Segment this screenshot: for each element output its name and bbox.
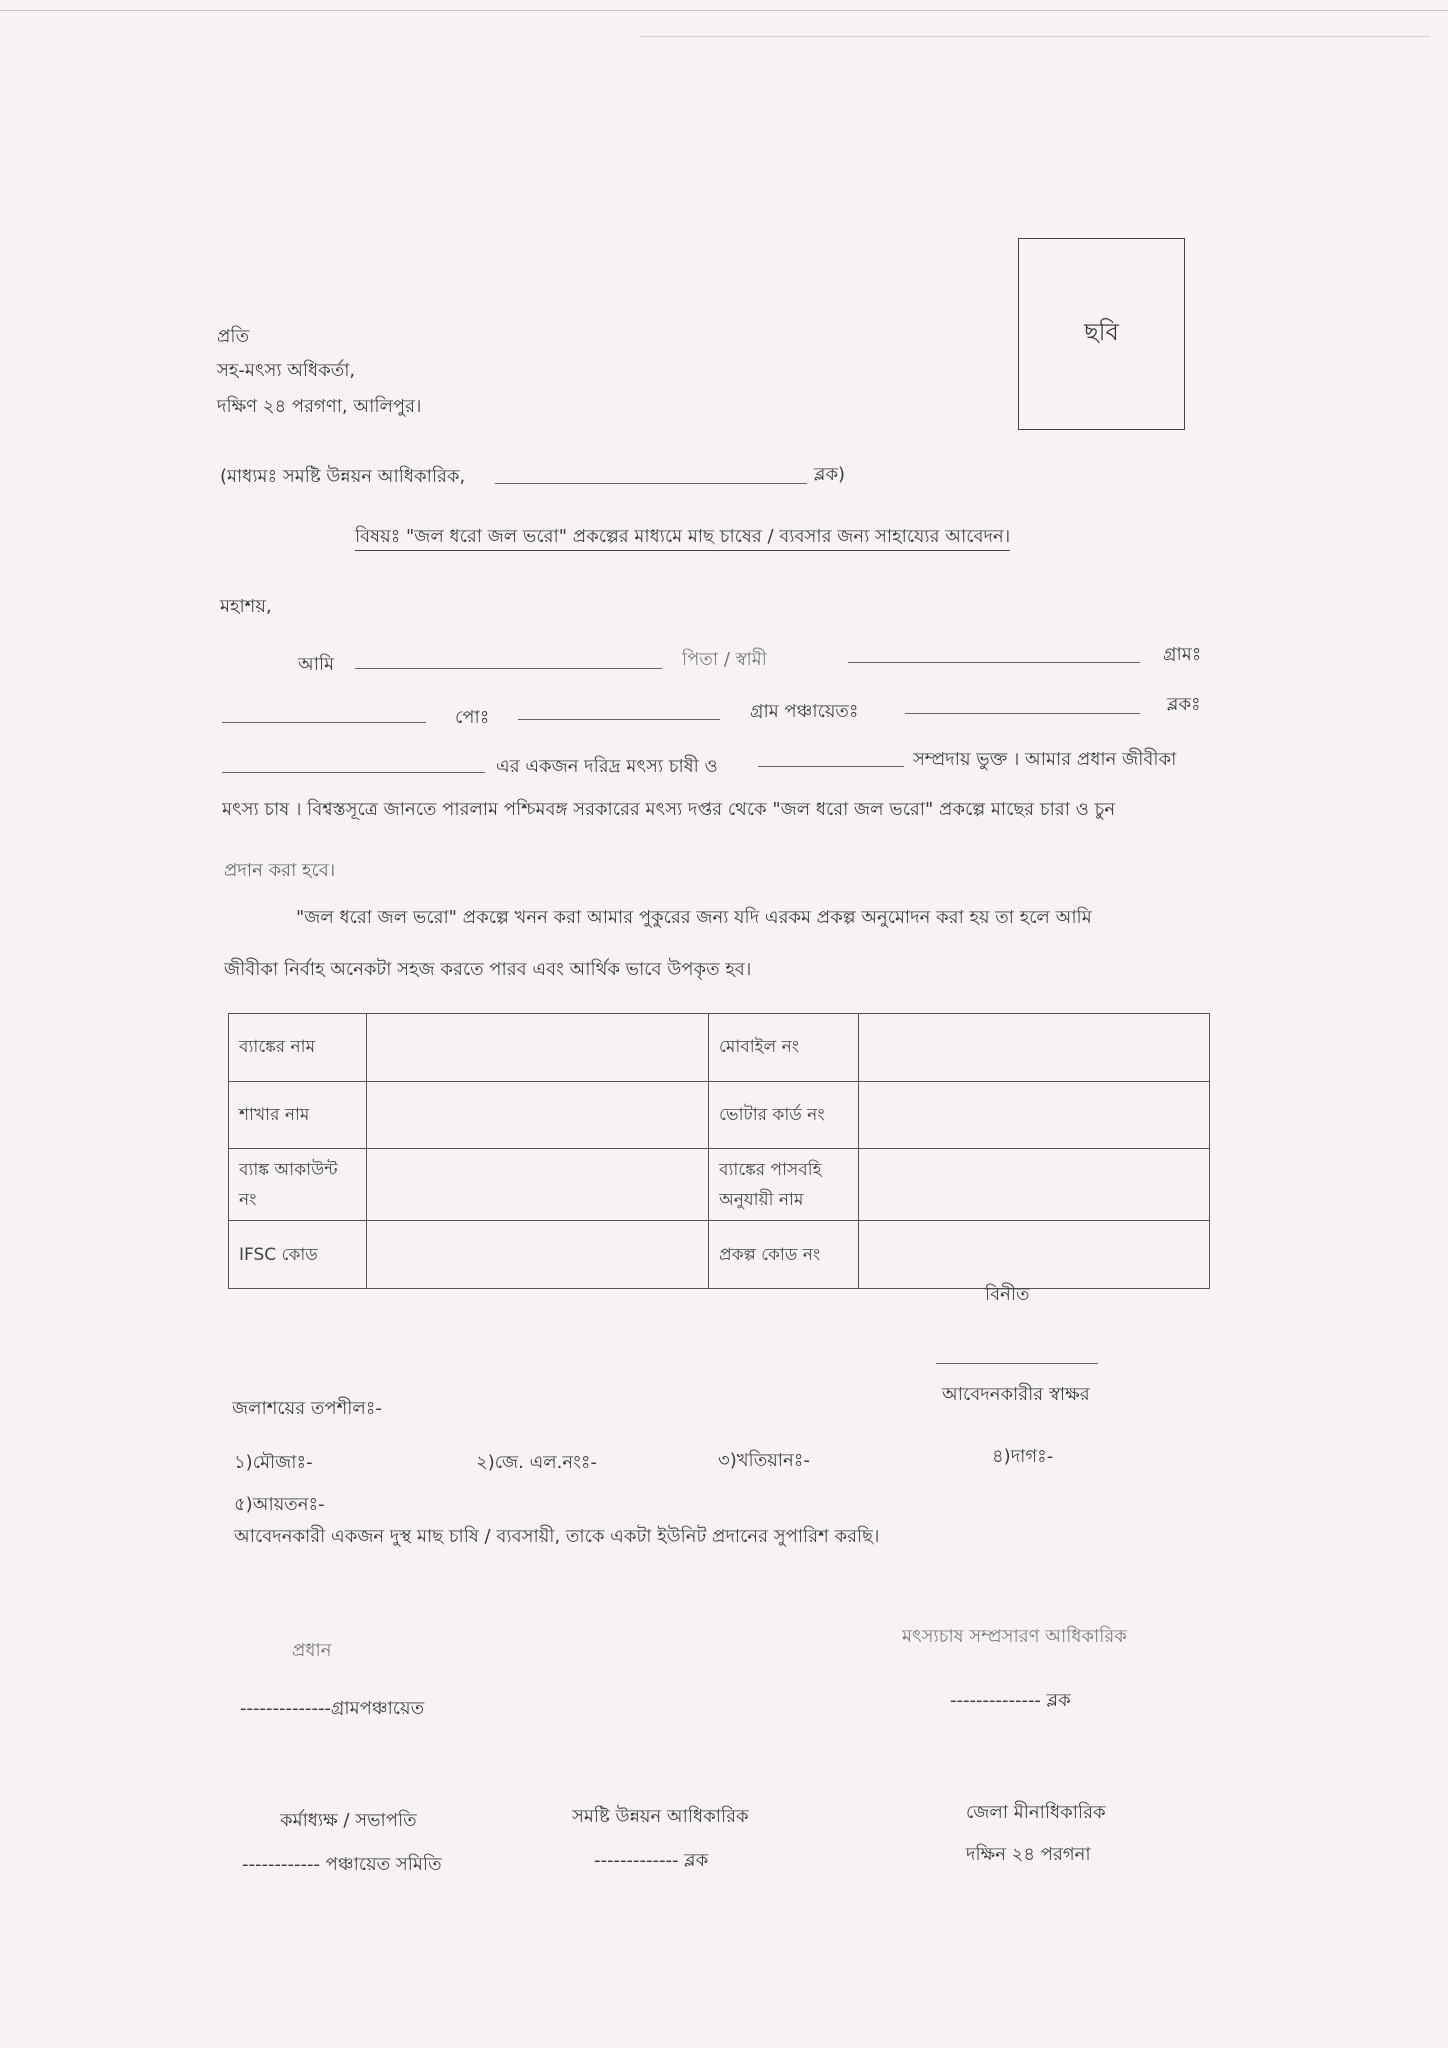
table-cell-label: মোবাইল নং [709,1014,859,1082]
through-block-blank [495,483,807,484]
row3-text-a: এর একজন দরিদ্র মৎস্য চাষী ও [496,756,718,777]
karmadhyaksha-label: কর্মাধ্যক্ষ / সভাপতি [280,1810,417,1831]
table-cell-value [859,1081,1210,1149]
address-line1: সহ-মৎস্য অধিকর্তা, [217,360,356,381]
gp-label: গ্রাম পঞ্চায়েতঃ [750,701,859,722]
table-cell-label: ব্যাঙ্কের পাসবহি অনুযায়ী নাম [709,1149,859,1221]
po-blank [518,719,720,720]
table-cell-value [859,1149,1210,1221]
area-label: ৫)আয়তনঃ- [234,1494,325,1515]
through-prefix: (মাধ্যমঃ সমষ্টি উন্নয়ন আধিকারিক, [220,466,466,487]
salutation: মহাশয়, [220,596,272,617]
block-blank [222,772,485,773]
table-cell-value [859,1221,1210,1289]
vinito-label: বিনীত [985,1284,1030,1305]
table-cell-label: প্রকল্প কোড নং [709,1221,859,1289]
bank-details-table [228,1013,1210,1289]
pradhan-label: প্রধান [292,1640,332,1661]
bdo-block-label: ------------- ব্লক [594,1850,709,1871]
fishery-block-label: -------------- ব্লক [950,1690,1071,1711]
table-row [229,1221,1210,1289]
row4-text: মৎস্য চাষ । বিশ্বস্তসূত্রে জানতে পারলাম পশ্চিমবঙ্গ সরকারের মৎস্য দপ্তর থেকে "জল ধরো জল ভরো" প্রকল্পে মাছের চারা ও চুন [222,799,1116,820]
para2-line1: "জল ধরো জল ভরো" প্রকল্পে খনন করা আমার পুকুরের জন্য যদি এরকম প্রকল্প অনুমোদন করা হয় তা হলে আমি [296,907,1092,928]
table-row [229,1149,1210,1221]
gp-blank [905,713,1140,714]
district-officer-label: জেলা মীনাধিকারিক [966,1802,1106,1823]
gram-panchayat-label: --------------গ্রামপঞ্চায়েত [240,1698,425,1719]
name-blank [355,668,662,669]
table-cell-label: শাখার নাম [229,1081,367,1149]
subject-text: বিষয়ঃ "জল ধরো জল ভরো" প্রকল্পের মাধ্যমে মাছ চাষের / ব্যবসার জন্য সাহায্যের আবেদন। [355,526,1010,551]
address-to: প্রতি [217,326,250,347]
district-label: দক্ষিন ২৪ পরগনা [966,1844,1091,1865]
through-suffix: ব্লক) [814,464,846,485]
po-label: পোঃ [455,707,490,728]
applicant-signature-line [936,1363,1098,1364]
page-top-edge [0,10,1448,11]
table-cell-label: ভোটার কার্ড নং [709,1081,859,1149]
photo-label: ছবি [1084,318,1119,346]
table-cell-value [367,1081,709,1149]
table-cell-value [367,1149,709,1221]
ami-label: আমি [298,654,335,675]
village-label: গ্রামঃ [1163,644,1202,665]
fishery-officer-label: মৎস্যচাষ সম্প্রসারণ আধিকারিক [902,1626,1127,1647]
block-label: ব্লকঃ [1167,694,1201,715]
mouza-label: ১)মৌজাঃ- [234,1452,313,1473]
table-row [229,1081,1210,1149]
table-cell-value [367,1014,709,1082]
father-husband-label: পিতা / স্বামী [682,649,767,670]
panchayat-samiti-label: ------------ পঞ্চায়েত সমিতি [242,1854,442,1875]
bdo-label: সমষ্টি উন্নয়ন আধিকারিক [572,1806,749,1827]
father-name-blank [848,662,1140,663]
row3-text-b: সম্প্রদায় ভুক্ত । আমার প্রধান জীবীকা [913,749,1177,770]
recommendation-text: আবেদনকারী একজন দুস্থ মাছ চাষি / ব্যবসায়ী, তাকে একটা ইউনিট প্রদানের সুপারিশ করছি। [234,1526,880,1547]
khatian-label: ৩)খতিয়ানঃ- [718,1450,810,1471]
table-cell-label: IFSC কোড [229,1221,367,1289]
applicant-signature-label: আবেদনকারীর স্বাক্ষর [942,1384,1090,1405]
table-cell-label: ব্যাঙ্কের নাম [229,1014,367,1082]
table-cell-label: ব্যাঙ্ক আকাউন্ট নং [229,1149,367,1221]
waterbody-heading: জলাশয়ের তপশীলঃ- [232,1398,382,1419]
dag-label: ৪)দাগঃ- [992,1446,1054,1467]
community-blank [758,766,904,767]
subject [355,522,1010,553]
table-cell-value [859,1014,1210,1082]
row5-text: প্রদান করা হবে। [224,860,336,881]
jl-no-label: ২)জে. এল.নংঃ- [476,1452,597,1473]
village-blank [222,722,426,723]
table-cell-value [367,1221,709,1289]
page-top-rule [640,36,1430,37]
address-line2: দক্ষিণ ২৪ পরগণা, আলিপুর। [217,396,422,417]
table-row [229,1014,1210,1082]
photo-box [1018,238,1185,430]
para2-line2: জীবীকা নির্বাহ অনেকটা সহজ করতে পারব এবং আর্থিক ভাবে উপকৃত হব। [224,959,752,980]
